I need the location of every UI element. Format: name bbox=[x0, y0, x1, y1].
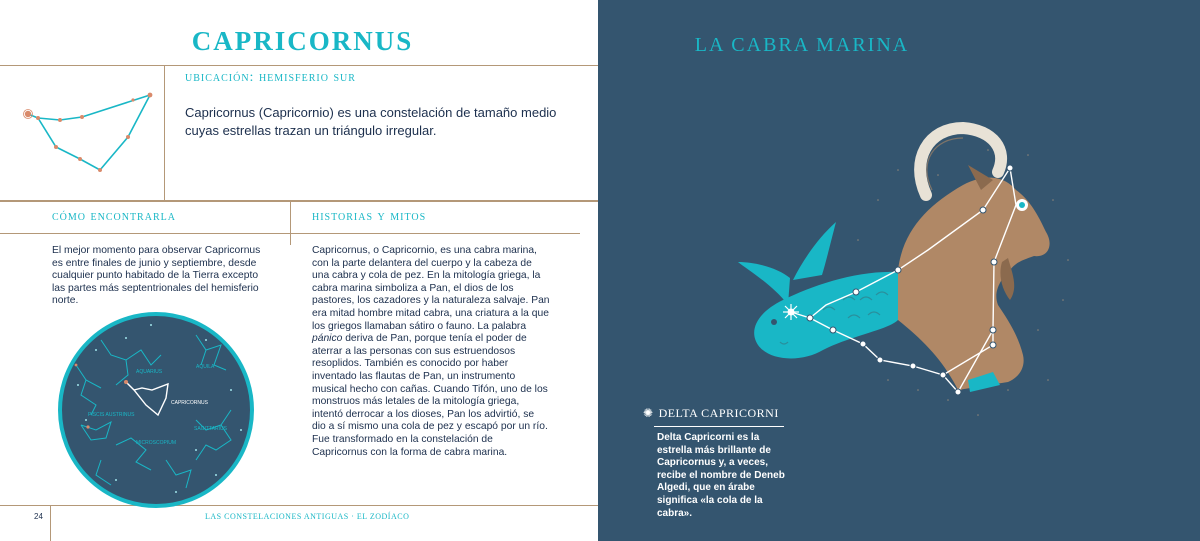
find-text: El mejor momento para observar Capricornus es entre finales de junio y septiembre, desde cualquier punto habitado de la Tierra excepto las partes más septentrionales del hemisferio norte. bbox=[52, 245, 261, 307]
page-number: 24 bbox=[34, 512, 43, 521]
label-aquila: AQUILA bbox=[196, 364, 215, 370]
find-heading: cómo encontrarla bbox=[52, 209, 176, 224]
left-page bbox=[0, 0, 598, 541]
delta-underline bbox=[654, 426, 784, 427]
label-aquarius: AQUARIUS bbox=[136, 369, 163, 375]
label-sagittarius: SAGITTARIUS bbox=[194, 426, 227, 432]
illustration-title: LA CABRA MARINA bbox=[694, 34, 910, 56]
section-underline-rule bbox=[0, 233, 580, 234]
left-margin-rule bbox=[50, 505, 51, 541]
myth-heading: historias y mitos bbox=[312, 209, 427, 224]
delta-text: Delta Capricorni es la estrella más brillante de Capricornus y, a veces, recibe el nombre de Deneb Algedi, que en árabe significa «la cola de la cabra». bbox=[657, 432, 785, 519]
star-icon: ✺ bbox=[643, 406, 654, 420]
myth-text-italic: pánico bbox=[312, 333, 343, 345]
section-divider-rule bbox=[290, 202, 291, 245]
label-piscis-austrinus: PISCIS AUSTRINUS bbox=[88, 412, 135, 418]
right-page bbox=[598, 0, 1200, 541]
page-title: CAPRICORNUS bbox=[191, 26, 414, 56]
delta-heading-label: DELTA CAPRICORNI bbox=[658, 406, 779, 420]
myth-text bbox=[312, 245, 550, 459]
delta-heading bbox=[643, 406, 779, 421]
sky-map bbox=[56, 310, 256, 510]
footer-text: LAS CONSTELACIONES ANTIGUAS · EL ZODÍACO bbox=[205, 512, 410, 521]
intro-text: Capricornus (Capricornio) es una constelación de tamaño medio cuyas estrellas trazan un triángulo irregular. bbox=[185, 105, 557, 138]
label-capricornus: CAPRICORNUS bbox=[171, 400, 208, 406]
label-microscopium: MICROSCOPIUM bbox=[136, 440, 176, 446]
location-heading: ubicación: hemisferio sur bbox=[185, 70, 356, 85]
myth-text-part-1: Capricornus, o Capricornio, es una cabra marina, con la parte delantera del cuerpo y la cabeza de una cabra y cola de pez. En la mitología griega, la cabra marina simboliza a Pan, el dios de los pastores, los cazadores y la naturaleza salvaje. Pan era mitad hombre mitad cabra, una criatura a la que los griegos llamaban sátiro o fauno. La palabra bbox=[312, 245, 550, 332]
myth-text-part-2: deriva de Pan, porque tenía el poder de aterrar a las personas con sus estruendosos resoplidos. También es conocido por haber inventado las flautas de Pan, un instrumento musical hecho con cañas. Cuando Tifón, uno de los monstruos más letales de la mitología griega, intentó derrocar a los dioses, Pan los advirtió, se dio a sí mismo una cola de pez y escapó por un río. Fue transformado en la constelación de Capricornus con la forma de cabra marina. bbox=[312, 333, 548, 458]
constellation-diagram bbox=[0, 66, 165, 201]
